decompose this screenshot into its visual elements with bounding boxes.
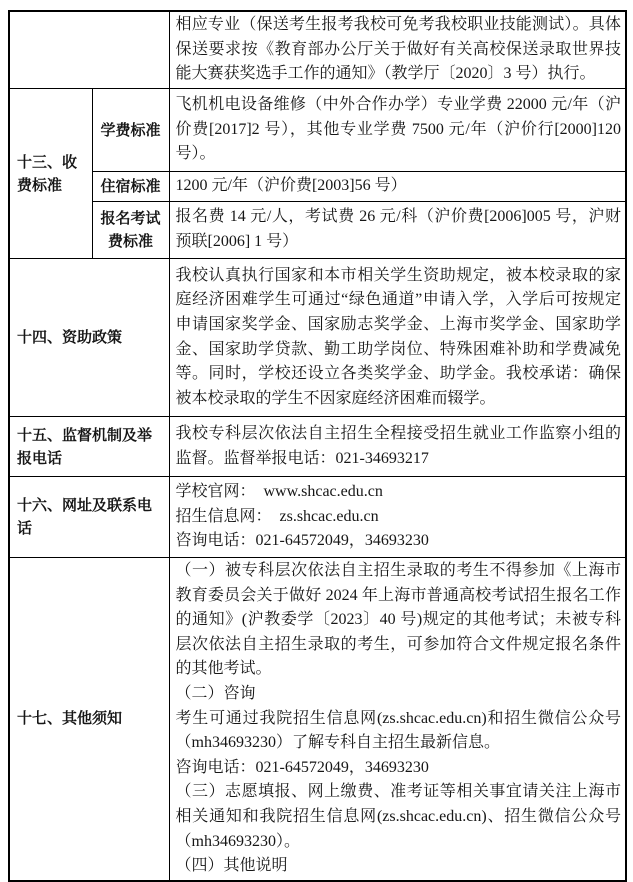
school-website-line: 学校官网： www.shcac.edu.cn xyxy=(175,483,383,501)
admissions-info-table xyxy=(8,10,627,882)
row-fees-accommodation xyxy=(9,172,626,202)
phone-line: 咨询电话：021-64572049，34693230 xyxy=(175,532,429,550)
row-continuation xyxy=(9,11,626,89)
section-label-fees: 十三、收费标准 xyxy=(9,89,92,259)
admissions-website-line: 招生信息网： zs.shcac.edu.cn xyxy=(175,507,379,525)
other-content-cell xyxy=(169,558,626,881)
other-paragraph-4: 咨询电话：021-64572049，34693230 xyxy=(175,758,429,776)
row-other-notes xyxy=(9,558,626,881)
row-aid xyxy=(9,259,626,417)
row-fees-exam xyxy=(9,202,626,259)
sublabel-accommodation: 住宿标准 xyxy=(92,172,169,202)
section-label-supervision: 十五、监督机制及举报电话 xyxy=(9,417,169,477)
section-label-website: 十六、网址及联系电话 xyxy=(9,477,169,558)
sublabel-tuition: 学费标准 xyxy=(92,89,169,172)
row-supervision xyxy=(9,417,626,477)
sublabel-exam-fee: 报名考试费标准 xyxy=(92,202,169,259)
continuation-text: 相应专业（保送考生报考我校可免考我校职业技能测试）。具体保送要求按《教育部办公厅关于做好有关高校保送录取世界技能大赛获奖选手工作的通知》（教学厅〔2020〕3 号）执行。 xyxy=(175,16,621,83)
accommodation-content-cell xyxy=(169,172,626,202)
section-label-aid: 十四、资助政策 xyxy=(9,259,169,417)
tuition-content-cell xyxy=(169,89,626,172)
exam-fee-content-cell xyxy=(169,202,626,259)
exam-fee-text: 报名费 14 元/人，考试费 26 元/科（沪价费[2006]005 号，沪财预联[2006] 1 号） xyxy=(175,208,621,250)
continuation-content-cell xyxy=(169,11,626,89)
section-label-other: 十七、其他须知 xyxy=(9,558,169,881)
website-content-cell xyxy=(169,477,626,558)
tuition-text: 飞机机电设备维修（中外合作办学）专业学费 22000 元/年（沪价费[2017]2 号），其他专业学费 7500 元/年（沪价行[2000]120 号）。 xyxy=(175,96,621,163)
other-paragraph-3: 考生可通过我院招生信息网(zs.shcac.edu.cn)和招生微信公众号（mh34693230）了解专科自主招生最新信息。 xyxy=(175,709,621,752)
aid-text: 我校认真执行国家和本市相关学生资助规定，被本校录取的家庭经济困难学生可通过“绿色通道”申请入学，入学后可按规定申请国家奖学金、国家励志奖学金、上海市奖学金、国家助学金、国家助学贷款、勤工助学岗位、特殊困难补助和学费减免等。同时，学校还设立各类奖学金、助学金。我校承诺：确保被本校录取的学生不因家庭经济困难而辍学。 xyxy=(175,266,621,407)
empty-label-cell xyxy=(9,11,169,89)
accommodation-text: 1200 元/年（沪价费[2003]56 号） xyxy=(175,177,407,195)
row-website xyxy=(9,477,626,558)
supervision-text: 我校专科层次依法自主招生全程接受招生就业工作监察小组的监督。监督举报电话：021-34693217 xyxy=(175,424,621,467)
row-fees-tuition xyxy=(9,89,626,172)
other-paragraph-1: （一）被专科层次依法自主招生录取的考生不得参加《上海市教育委员会关于做好 2024 年上海市普通高校考试招生报名工作的通知》(沪教委学〔2023〕40 号)规定的其他考试；未被专科层次依法自主招生录取的考生，可参加符合文件规定报名条件的其他考试。 xyxy=(175,562,621,678)
aid-content-cell xyxy=(169,259,626,417)
supervision-content-cell xyxy=(169,417,626,477)
other-paragraph-6: （四）其他说明 xyxy=(175,857,288,875)
other-paragraph-2: （二）咨询 xyxy=(175,684,256,702)
other-paragraph-5: （三）志愿填报、网上缴费、准考证等相关事宜请关注上海市相关通知和我院招生信息网(zs.shcac.edu.cn)、招生微信公众号（mh34693230）。 xyxy=(175,783,621,850)
